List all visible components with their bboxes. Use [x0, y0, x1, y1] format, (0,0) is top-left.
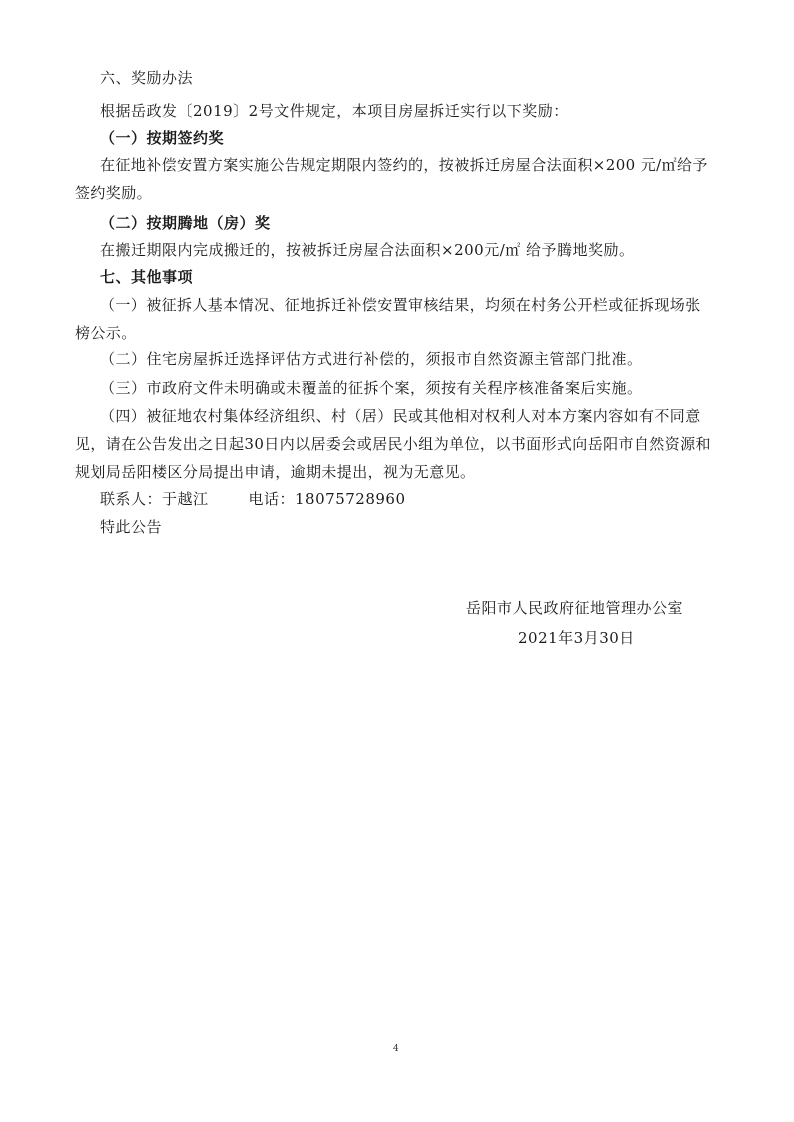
closing-text: 特此公告: [100, 518, 163, 536]
signature-date: 2021年3月30日: [518, 629, 635, 647]
section-7-item-2: （二）住宅房屋拆迁选择评估方式进行补偿的，须报市自然资源主管部门批准。: [100, 350, 643, 368]
contact-phone: 电话：18075728960: [248, 490, 406, 508]
section-6-1-body: 在征地补偿安置方案实施公告规定期限内签约的，按被拆迁房屋合法面积×200 元/㎡给予签约奖励。: [75, 156, 708, 202]
section-6-intro: 根据岳政发〔2019〕2号文件规定，本项目房屋拆迁实行以下奖励：: [100, 102, 569, 120]
section-6-1-heading: （一）按期签约奖: [100, 129, 225, 147]
section-7-item-3: （三）市政府文件未明确或未覆盖的征拆个案，须按有关程序核准备案后实施。: [100, 379, 643, 397]
signature-org: 岳阳市人民政府征地管理办公室: [466, 599, 684, 617]
section-7-item-4: （四）被征地农村集体经济组织、村（居）民或其他相对权利人对本方案内容如有不同意见，请在公告发出之日起30日内以居委会或居民小组为单位，以书面形式向岳阳市自然资源和规划局岳阳楼区分局提出申请，逾期未提出，视为无意见。: [75, 407, 711, 481]
contact-line: [100, 489, 406, 509]
section-7-heading: 七、其他事项: [100, 268, 194, 286]
section-6-2-body: 在搬迁期限内完成搬迁的，按被拆迁房屋合法面积×200元/㎡ 给予腾地奖励。: [100, 241, 635, 259]
section-7-item-1: （一）被征拆人基本情况、征地拆迁补偿安置审核结果，均须在村务公开栏或征拆现场张榜公示。: [75, 296, 701, 342]
section-6-heading: 六、奖励办法: [100, 69, 194, 87]
contact-person: 联系人：于越江: [100, 490, 209, 508]
section-6-2-heading: （二）按期腾地（房）奖: [100, 214, 271, 232]
page-number: 4: [393, 1044, 399, 1054]
